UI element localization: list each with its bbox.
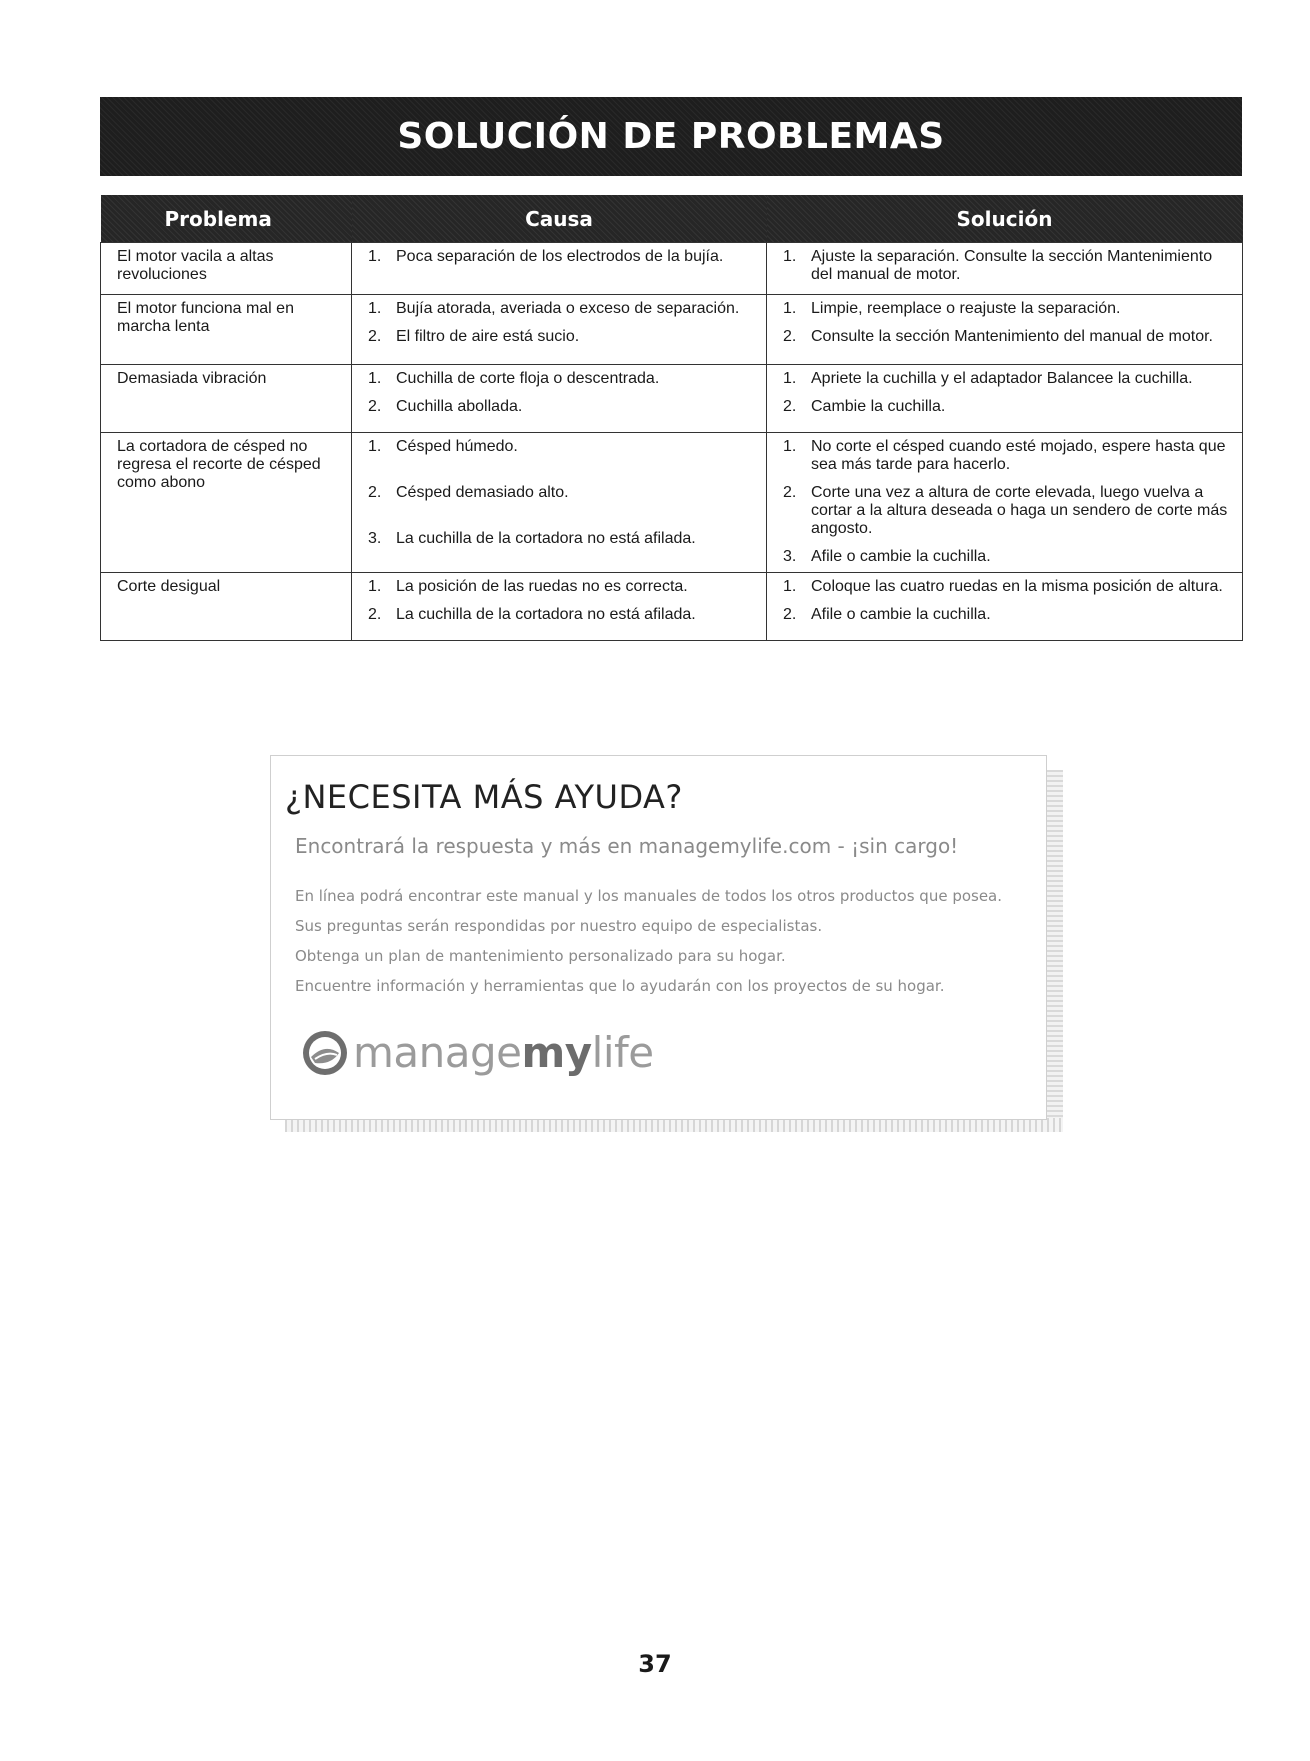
managemylife-logo-icon: [301, 1029, 349, 1077]
item-text: Cambie la cuchilla.: [811, 398, 946, 415]
item-text: Coloque las cuatro ruedas en la misma posición de altura.: [811, 578, 1223, 595]
table-row: [101, 433, 1243, 573]
item-text: La cuchilla de la cortadora no está afilada.: [396, 606, 696, 623]
cause-cell: [352, 365, 767, 433]
list-item: [783, 328, 1234, 346]
problem-cell: Demasiada vibración: [101, 365, 352, 433]
item-text: Consulte la sección Mantenimiento del manual de motor.: [811, 328, 1213, 345]
page-number: 37: [638, 1650, 672, 1678]
item-number: 1.: [783, 370, 797, 387]
item-number: 2.: [368, 398, 382, 415]
item-text: La posición de las ruedas no es correcta.: [396, 578, 688, 595]
list-item: [783, 300, 1234, 318]
help-line: Sus preguntas serán respondidas por nuestro equipo de especialistas.: [295, 917, 823, 935]
item-number: 1.: [783, 248, 797, 265]
table-row: [101, 243, 1243, 295]
cause-cell: [352, 573, 767, 641]
problem-cell: La cortadora de césped no regresa el recorte de césped como abono: [101, 433, 352, 573]
item-text: Poca separación de los electrodos de la bujía.: [396, 248, 724, 265]
column-header-cause: Causa: [352, 195, 767, 243]
item-text: Afile o cambie la cuchilla.: [811, 606, 991, 623]
item-text: No corte el césped cuando esté mojado, espere hasta que sea más tarde para hacerlo.: [811, 438, 1226, 473]
page-title: SOLUCIÓN DE PROBLEMAS: [397, 116, 945, 157]
help-title: ¿NECESITA MÁS AYUDA?: [285, 778, 683, 816]
item-number: 1.: [368, 300, 382, 317]
list-item: [783, 438, 1234, 474]
troubleshooting-table: [100, 195, 1243, 641]
list-item: [368, 248, 758, 266]
item-text: Corte una vez a altura de corte elevada, luego vuelva a cortar a la altura deseada o haga un sendero de corte más angosto.: [811, 484, 1228, 537]
table-row: [101, 365, 1243, 433]
list-item: [368, 578, 758, 596]
item-number: 1.: [783, 300, 797, 317]
item-number: 2.: [368, 606, 382, 623]
solution-cell: [767, 295, 1243, 365]
item-text: Apriete la cuchilla y el adaptador Balancee la cuchilla.: [811, 370, 1193, 387]
help-box: [270, 755, 1047, 1120]
solution-cell: [767, 573, 1243, 641]
list-item: [783, 248, 1234, 284]
table-row: [101, 295, 1243, 365]
item-text: Cuchilla de corte floja o descentrada.: [396, 370, 660, 387]
problem-cell: El motor vacila a altas revoluciones: [101, 243, 352, 295]
section-banner: [100, 97, 1242, 176]
item-text: La cuchilla de la cortadora no está afilada.: [396, 530, 696, 547]
list-item: [368, 606, 758, 624]
help-line: Encuentre información y herramientas que lo ayudarán con los proyectos de su hogar.: [295, 977, 945, 995]
item-number: 1.: [368, 370, 382, 387]
list-item: [783, 606, 1234, 624]
cause-cell: [352, 243, 767, 295]
item-number: 3.: [783, 548, 797, 565]
list-item: [368, 438, 758, 456]
list-item: [783, 398, 1234, 416]
list-item: [783, 578, 1234, 596]
table-row: [101, 573, 1243, 641]
item-number: 1.: [368, 578, 382, 595]
item-number: 1.: [368, 248, 382, 265]
help-line: En línea podrá encontrar este manual y los manuales de todos los otros productos que posea.: [295, 887, 1003, 905]
item-number: 1.: [783, 578, 797, 595]
list-item: [368, 398, 758, 416]
item-number: 2.: [783, 398, 797, 415]
item-number: 2.: [783, 328, 797, 345]
item-text: Afile o cambie la cuchilla.: [811, 548, 991, 565]
item-text: Cuchilla abollada.: [396, 398, 523, 415]
cause-cell: [352, 295, 767, 365]
item-text: Césped húmedo.: [396, 438, 518, 455]
item-text: Limpie, reemplace o reajuste la separación.: [811, 300, 1121, 317]
list-item: [368, 300, 758, 318]
item-text: Bujía atorada, averiada o exceso de separación.: [396, 300, 740, 317]
help-lines: [295, 881, 1002, 1001]
help-box-shadow: [285, 1118, 1063, 1132]
problem-cell: Corte desigual: [101, 573, 352, 641]
item-number: 3.: [368, 530, 382, 547]
cause-cell: [352, 433, 767, 573]
item-text: Ajuste la separación. Consulte la sección Mantenimiento del manual de motor.: [811, 248, 1213, 283]
solution-cell: [767, 365, 1243, 433]
item-text: Césped demasiado alto.: [396, 484, 569, 501]
table-header-row: [101, 195, 1243, 243]
logo-wordmark: managemylife: [353, 1028, 654, 1077]
item-number: 1.: [368, 438, 382, 455]
list-item: [783, 484, 1234, 538]
problem-cell: El motor funciona mal en marcha lenta: [101, 295, 352, 365]
item-number: 2.: [368, 484, 382, 501]
list-item: [368, 484, 758, 502]
item-number: 1.: [783, 438, 797, 455]
managemylife-logo: [301, 1028, 654, 1077]
item-text: El filtro de aire está sucio.: [396, 328, 580, 345]
list-item: [783, 370, 1234, 388]
help-line: Obtenga un plan de mantenimiento personalizado para su hogar.: [295, 947, 786, 965]
help-box-shadow: [1045, 770, 1063, 1132]
column-header-problem: Problema: [101, 195, 352, 243]
column-header-solution: Solución: [767, 195, 1243, 243]
help-subtitle: Encontrará la respuesta y más en managemylife.com - ¡sin cargo!: [295, 834, 959, 858]
solution-cell: [767, 433, 1243, 573]
item-number: 2.: [368, 328, 382, 345]
list-item: [368, 370, 758, 388]
list-item: [368, 530, 758, 548]
list-item: [368, 328, 758, 346]
item-number: 2.: [783, 606, 797, 623]
list-item: [783, 548, 1234, 566]
solution-cell: [767, 243, 1243, 295]
item-number: 2.: [783, 484, 797, 501]
